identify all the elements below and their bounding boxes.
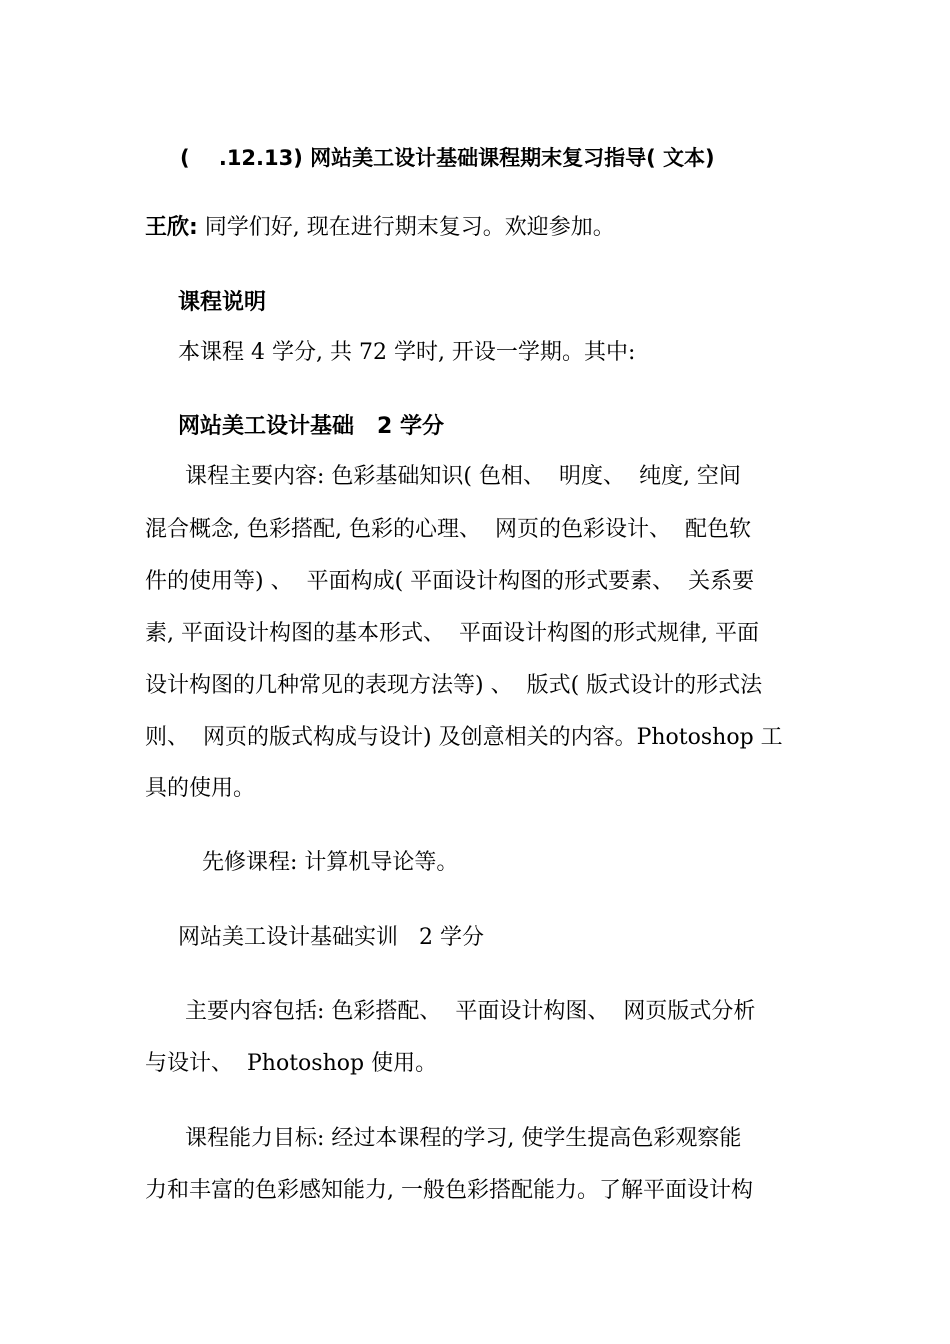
ability-goal-line: 课程能力目标: 经过本课程的学习, 使学生提高色彩观察能 — [178, 1126, 742, 1151]
course1-content-line: 课程主要内容: 色彩基础知识( 色相、 明度、 纯度, 空间 — [178, 464, 741, 489]
course1-content-line: 设计构图的几种常见的表现方法等) 、 版式( 版式设计的形式法 — [145, 673, 763, 698]
course1-content-line: 混合概念, 色彩搭配, 色彩的心理、 网页的色彩设计、 配色软 — [145, 517, 751, 542]
prerequisite-line: 先修课程: 计算机导论等。 — [202, 850, 459, 875]
speaker-name: 王欣: — [145, 215, 198, 240]
course1-content-line: 素, 平面设计构图的基本形式、 平面设计构图的形式规律, 平面 — [145, 621, 759, 646]
course1-heading: 网站美工设计基础 2 学分 — [178, 414, 444, 439]
intro-paragraph: 本课程 4 学分, 共 72 学时, 开设一学期。其中: — [178, 340, 636, 365]
document-title: ( .12.13) 网站美工设计基础课程期末复习指导( 文本) — [180, 146, 715, 170]
course2-heading: 网站美工设计基础实训 2 学分 — [178, 925, 484, 950]
section-heading: 课程说明 — [178, 290, 267, 315]
greeting-text: 同学们好, 现在进行期末复习。欢迎参加。 — [197, 215, 615, 240]
course1-content-line: 件的使用等) 、 平面构成( 平面设计构图的形式要素、 关系要 — [145, 569, 755, 594]
course2-content-line: 主要内容包括: 色彩搭配、 平面设计构图、 网页版式分析 — [178, 999, 756, 1024]
greeting-line — [145, 213, 615, 243]
course1-content-line: 则、 网页的版式构成与设计) 及创意相关的内容。Photoshop 工 — [145, 725, 783, 750]
course1-content-line: 具的使用。 — [145, 776, 256, 801]
ability-goal-line: 力和丰富的色彩感知能力, 一般色彩搭配能力。了解平面设计构 — [145, 1178, 753, 1203]
course2-content-line: 与设计、 Photoshop 使用。 — [145, 1051, 438, 1076]
